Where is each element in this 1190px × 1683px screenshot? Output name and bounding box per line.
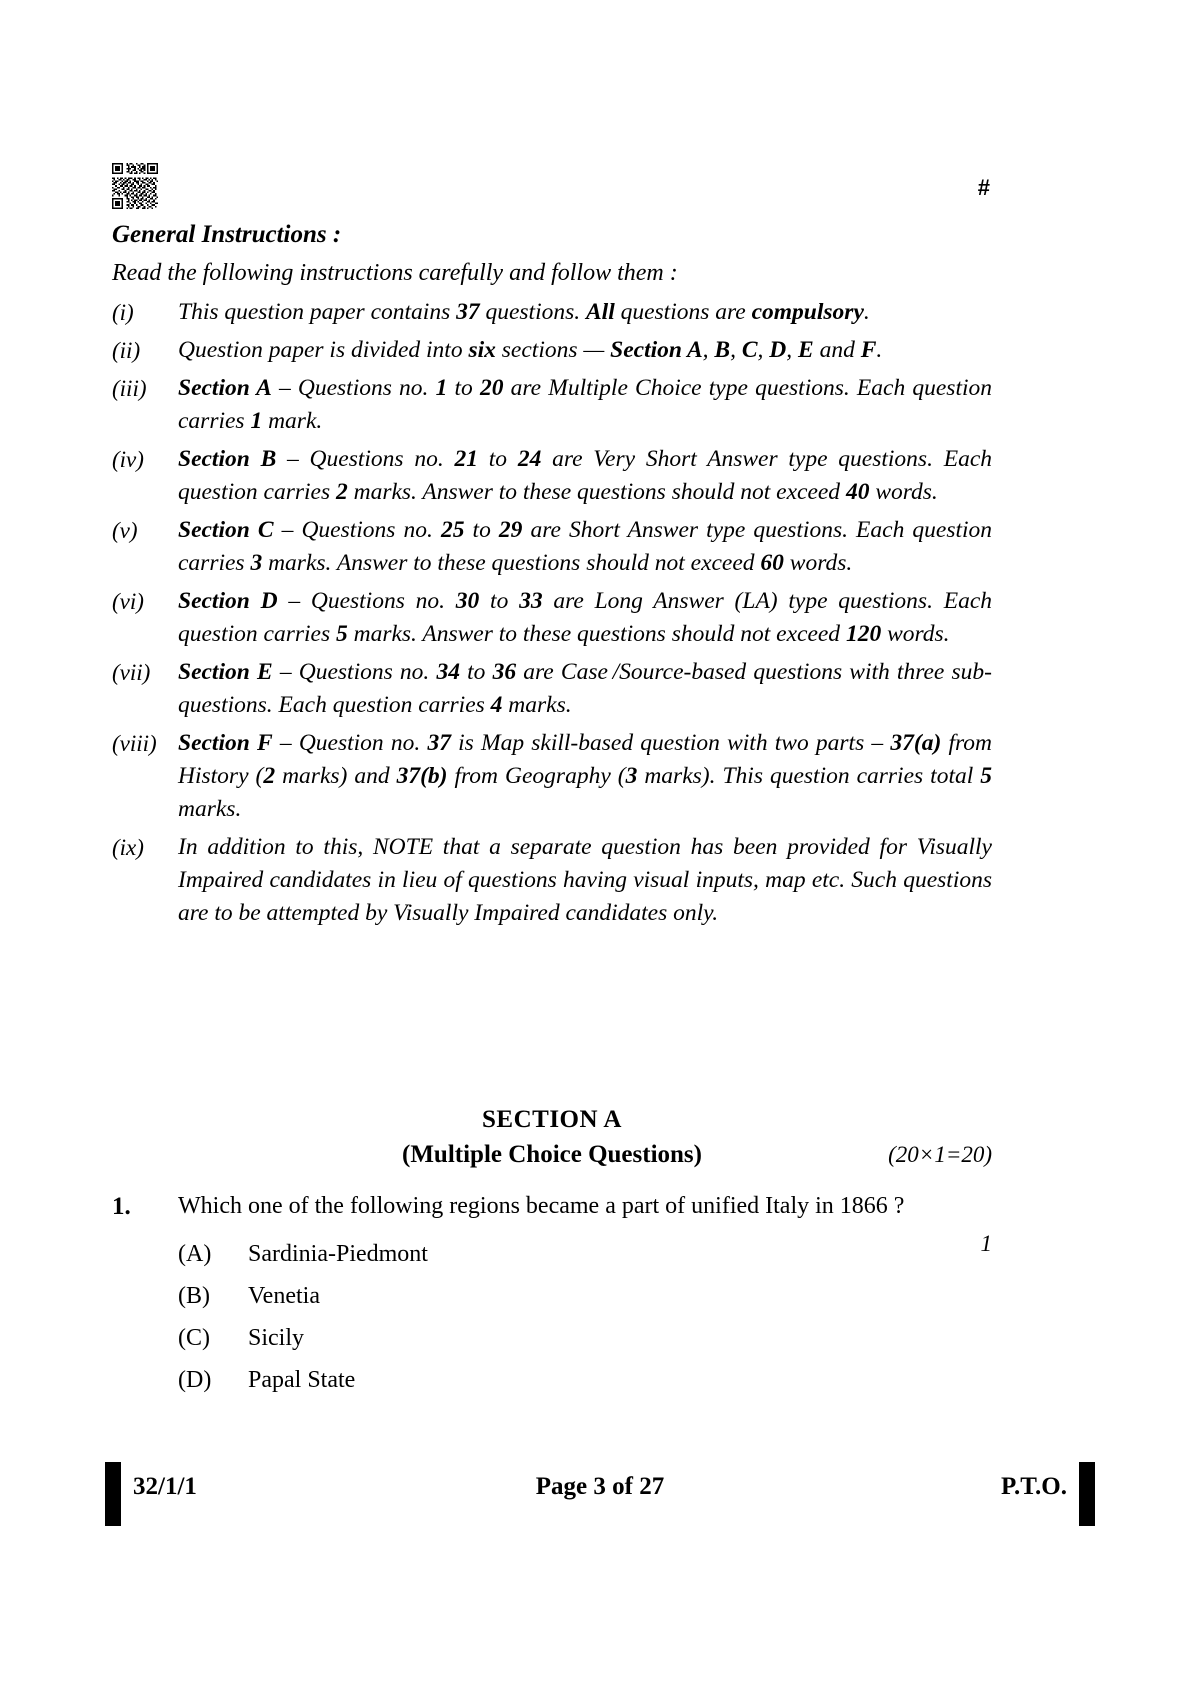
- option-row[interactable]: [178, 1321, 992, 1355]
- instruction-text: Section F – Question no. 37 is Map skill-based question with two parts – 37(a) from History (2 marks) and 37(b) from Geography (3 marks). This question carries total 5 marks.: [178, 730, 992, 822]
- section-heading-block: [112, 1103, 992, 1173]
- option-row[interactable]: [178, 1279, 992, 1313]
- instruction-item: [112, 656, 992, 722]
- corner-hash-mark: #: [977, 175, 990, 200]
- instruction-text: Section D – Questions no. 30 to 33 are Long Answer (LA) type questions. Each question carries 5 marks. Answer to these questions should not exceed 120 words.: [178, 588, 993, 647]
- option-text: Papal State: [248, 1367, 356, 1393]
- instruction-item: [112, 585, 992, 651]
- question-number: 1.: [112, 1193, 131, 1220]
- instruction-item: [112, 514, 992, 580]
- option-label: (D): [178, 1367, 212, 1393]
- instruction-number: (viii): [112, 731, 157, 756]
- instruction-text: Section B – Questions no. 21 to 24 are Very Short Answer type questions. Each question carries 2 marks. Answer to these questions should not exceed 40 words.: [178, 446, 993, 505]
- instruction-text: Question paper is divided into six sections — Section A, B, C, D, E and F.: [178, 337, 883, 363]
- instruction-item: [112, 443, 992, 509]
- page-footer: [105, 1462, 1095, 1526]
- instruction-number: (i): [112, 300, 134, 325]
- instruction-item: [112, 831, 992, 930]
- option-text: Venetia: [248, 1283, 320, 1309]
- instruction-text: In addition to this, NOTE that a separate question has been provided for Visually Impaired candidates in lieu of questions having visual inputs, map etc. Such questions are to be attempted by Visually Impaired candidates only.: [178, 834, 992, 926]
- instruction-number: (iii): [112, 376, 147, 401]
- option-row[interactable]: [178, 1363, 992, 1397]
- option-row[interactable]: [178, 1237, 992, 1271]
- instruction-text: Section C – Questions no. 25 to 29 are Short Answer type questions. Each question carries 3 marks. Answer to these questions should not exceed 60 words.: [178, 517, 993, 576]
- page-number: Page 3 of 27: [535, 1473, 665, 1500]
- paper-code: 32/1/1: [133, 1473, 197, 1500]
- instruction-number: (ii): [112, 338, 141, 363]
- instruction-number: (vii): [112, 660, 151, 685]
- option-label: (B): [178, 1283, 210, 1309]
- option-text: Sardinia-Piedmont: [248, 1241, 428, 1267]
- pto-label: P.T.O.: [1001, 1473, 1067, 1500]
- question-options-list: [178, 1237, 992, 1397]
- option-label: (A): [178, 1241, 212, 1267]
- question-text: Which one of the following regions became a part of unified Italy in 1866 ?: [178, 1193, 905, 1219]
- instructions-lead-text: Read the following instructions carefully and follow them :: [112, 260, 678, 286]
- general-instructions-title: General Instructions :: [112, 221, 342, 248]
- instructions-list: [112, 296, 992, 930]
- section-subtitle: (Multiple Choice Questions): [402, 1141, 702, 1168]
- option-text: Sicily: [248, 1325, 305, 1351]
- option-label: (C): [178, 1325, 210, 1351]
- section-title: SECTION A: [482, 1106, 622, 1133]
- instruction-text: This question paper contains 37 questions. All questions are compulsory.: [178, 299, 870, 325]
- instruction-item: [112, 727, 992, 826]
- instruction-item: [112, 372, 992, 438]
- question-marks: 1: [980, 1231, 992, 1256]
- instruction-number: (v): [112, 518, 138, 543]
- section-marks-note: (20×1=20): [888, 1142, 992, 1167]
- general-instructions-block: [112, 218, 992, 935]
- instruction-number: (iv): [112, 447, 144, 472]
- instruction-number: (vi): [112, 589, 144, 614]
- instruction-item: [112, 296, 992, 329]
- instruction-number: (ix): [112, 835, 144, 860]
- question-block: [112, 1188, 992, 1405]
- page-header: [112, 163, 990, 215]
- instruction-text: Section E – Questions no. 34 to 36 are Case /Source-based questions with three sub-questions. Each question carries 4 marks.: [178, 659, 992, 718]
- instruction-text: Section A – Questions no. 1 to 20 are Multiple Choice type questions. Each question carries 1 mark.: [178, 375, 993, 434]
- instruction-item: [112, 334, 992, 367]
- qr-code-icon: [112, 163, 158, 209]
